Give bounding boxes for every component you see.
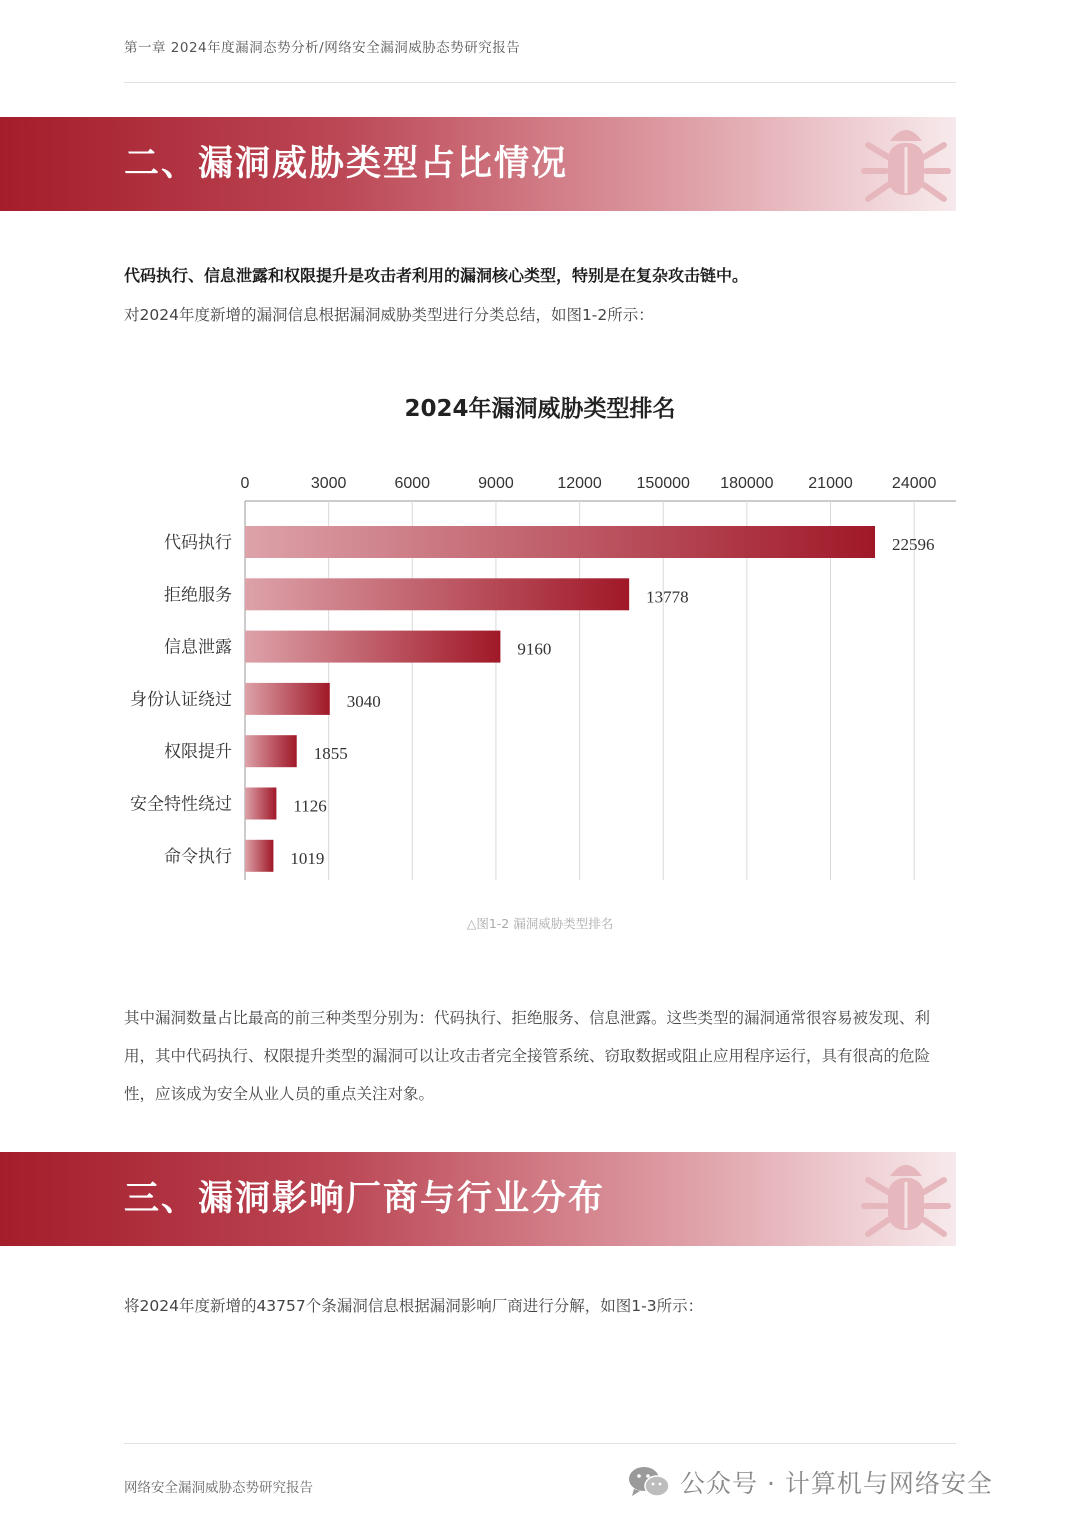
data-label: 1126 (293, 796, 327, 816)
x-tick-label: 0 (240, 475, 250, 492)
x-tick-label: 3000 (310, 475, 347, 492)
y-tick-label: 安全特性绕过 (130, 794, 232, 815)
running-header: 第一章 2024年度漏洞态势分析/网络安全漏洞威胁态势研究报告 (124, 40, 521, 56)
y-tick-label: 身份认证绕过 (130, 689, 232, 710)
x-tick-label: 9000 (478, 475, 514, 492)
y-tick-label: 信息泄露 (164, 637, 232, 658)
section-title-2: 二、漏洞威胁类型占比情况 (124, 144, 569, 184)
bar (245, 526, 875, 558)
data-label: 9160 (517, 639, 552, 659)
wechat-icon (628, 1465, 670, 1499)
y-tick-label: 代码执行 (164, 533, 232, 553)
y-tick-label: 权限提升 (164, 742, 232, 763)
bar (245, 840, 273, 872)
watermark-text: 公众号 · 计算机与网络安全 (680, 1469, 993, 1498)
y-tick-label: 命令执行 (164, 846, 232, 867)
bar (245, 788, 276, 820)
running-footer: 网络安全漏洞威胁态势研究报告 (124, 1480, 313, 1496)
x-tick-label: 24000 (891, 475, 937, 492)
watermark (628, 1462, 993, 1502)
bar (245, 683, 330, 715)
data-label: 13778 (646, 587, 689, 607)
data-label: 22596 (892, 535, 935, 554)
bar (245, 578, 629, 610)
x-tick-label: 180000 (720, 475, 774, 492)
data-label: 1855 (313, 744, 348, 764)
x-tick-label: 150000 (636, 475, 690, 492)
x-tick-label: 21000 (808, 475, 853, 492)
bar (245, 631, 500, 663)
bug-icon (860, 1154, 952, 1244)
section3-paragraph: 将2024年度新增的43757个条漏洞信息根据漏洞影响厂商进行分解，如图1-3所示： (124, 1297, 704, 1315)
analysis-paragraph: 其中漏洞数量占比最高的前三种类型分别为：代码执行、拒绝服务、信息泄露。这些类型的漏洞通常很容易被发现、利用，其中代码执行、权限提升类型的漏洞可以让攻击者完全接管系统、窃取数据或阻止应用程序运行，具有很高的危险性，应该成为安全从业人员的重点关注对象。 (124, 1009, 931, 1103)
intro-paragraph: 对2024年度新增的漏洞信息根据漏洞威胁类型进行分类总结，如图1-2所示： (124, 306, 654, 324)
bar (245, 735, 297, 767)
section-title-3: 三、漏洞影响厂商与行业分布 (124, 1179, 606, 1219)
x-tick-label: 6000 (394, 475, 431, 492)
figure-caption: △图1-2 漏洞威胁类型排名 (466, 916, 614, 931)
chart-title: 2024年漏洞威胁类型排名 (404, 396, 676, 422)
data-label: 1019 (290, 848, 325, 868)
footer-divider (124, 1443, 956, 1444)
key-statement: 代码执行、信息泄露和权限提升是攻击者利用的漏洞核心类型，特别是在复杂攻击链中。 (124, 266, 749, 285)
section-banner-3 (0, 1152, 956, 1246)
data-label: 3040 (346, 691, 381, 711)
y-tick-label: 拒绝服务 (164, 585, 232, 606)
x-tick-label: 12000 (557, 475, 602, 492)
